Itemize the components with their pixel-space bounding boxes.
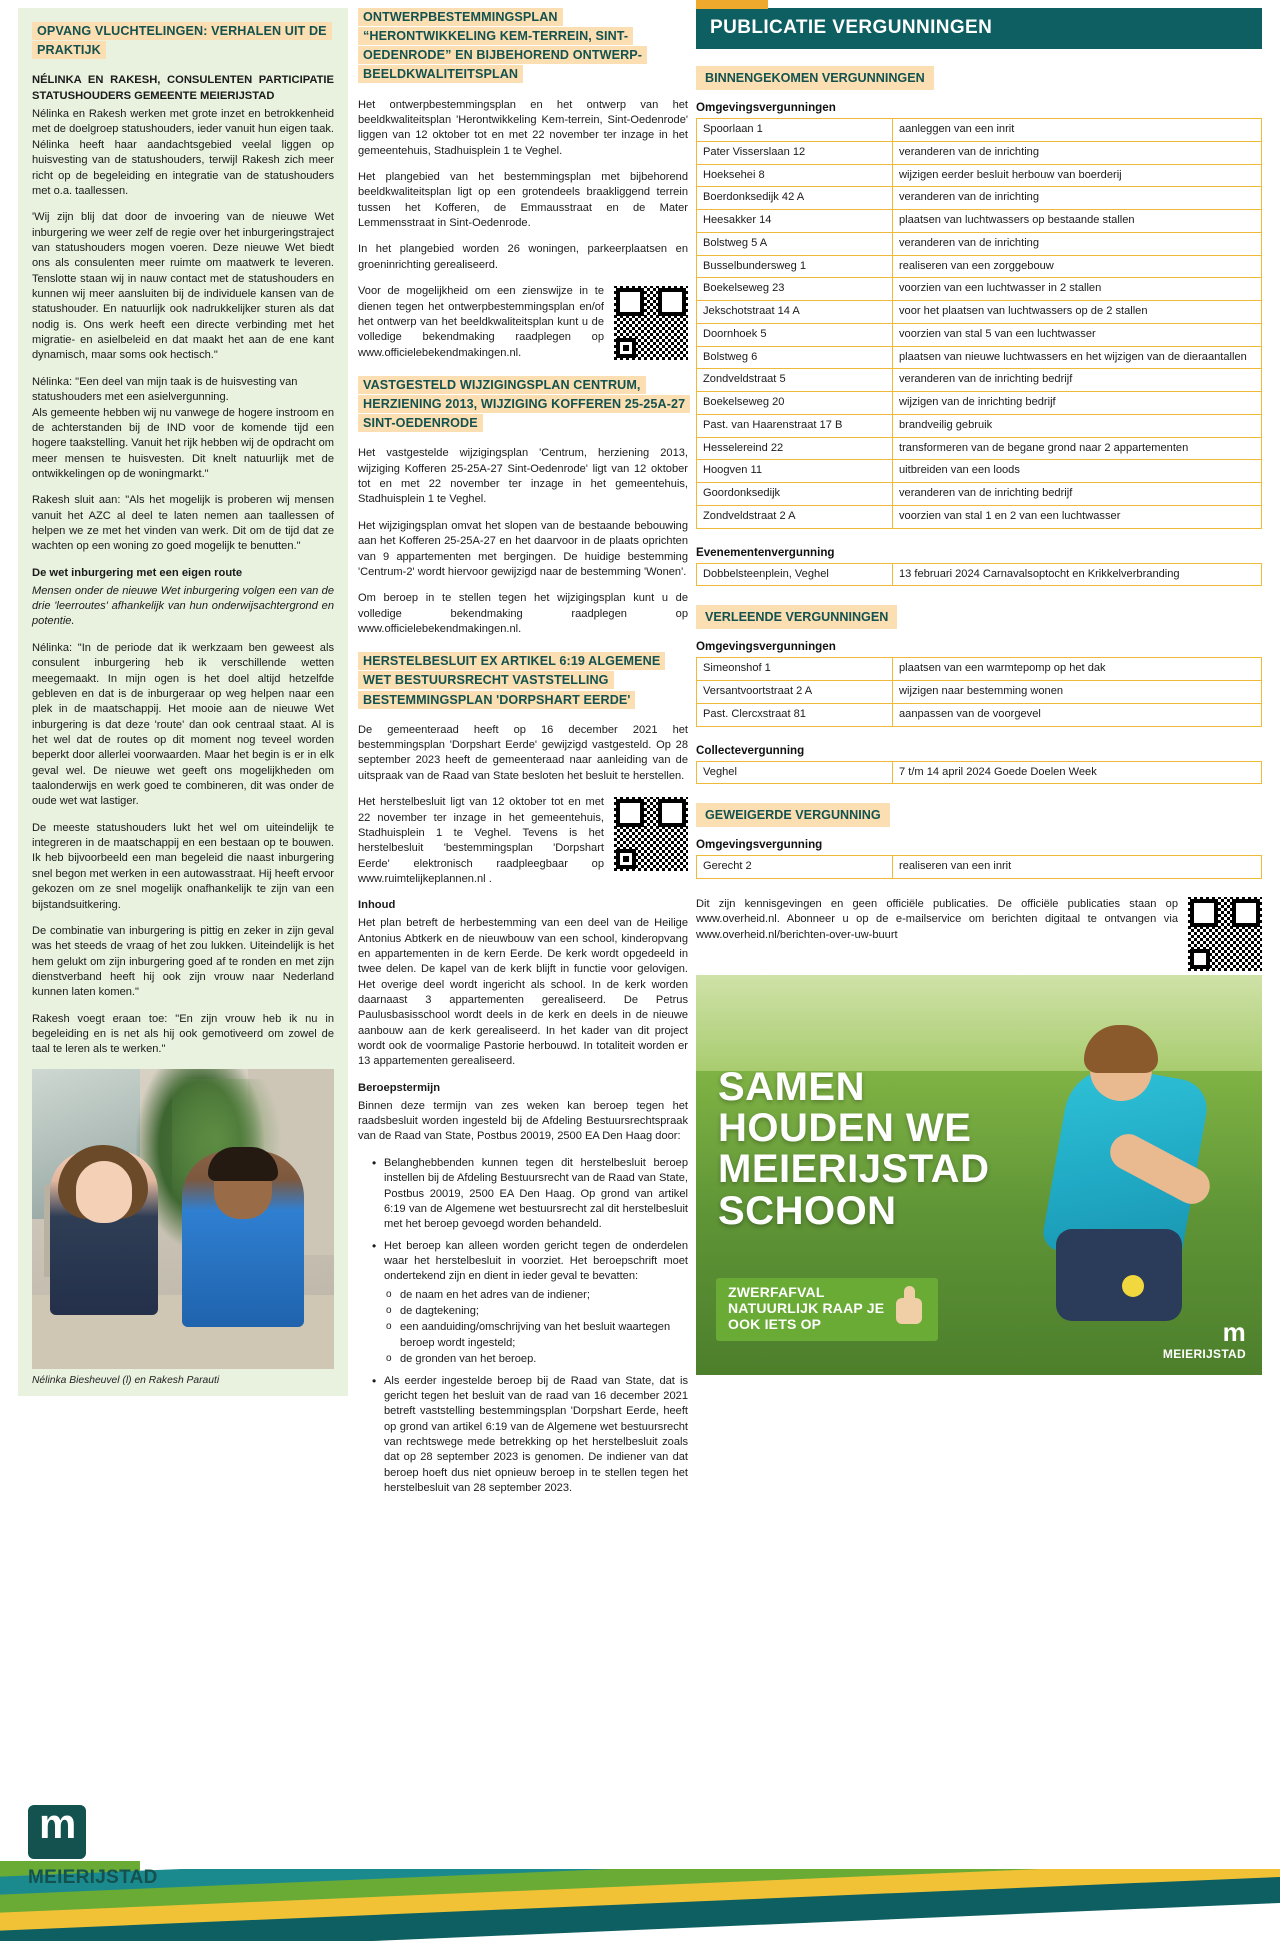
beroep-subbullet-list — [384, 1288, 688, 1368]
permit-description: plaatsen van luchtwassers op bestaande stallen — [893, 210, 1262, 233]
promo-line-3: MEIERIJSTAD — [718, 1147, 990, 1192]
table-row — [697, 460, 1262, 483]
permit-description: plaatsen van een warmtepomp op het dak — [893, 658, 1262, 681]
permit-description: wijzigen van de inrichting bedrijf — [893, 392, 1262, 415]
mid-h1-paragraph-4: Voor de mogelijkheid om een zienswijze in te dienen tegen het ontwerpbestemmingsplan en/of het ontwerp van het beeldkwaliteitsplan kunt u de volledige bekendmaking raadplegen op www.officielebekendmakingen.nl. — [358, 285, 604, 359]
table-refused — [696, 855, 1262, 879]
permit-description: wijzigen naar bestemming wonen — [893, 681, 1262, 704]
permit-address: Hoeksehei 8 — [697, 164, 893, 187]
table-evenementen-body — [697, 563, 1262, 586]
promo-badge-line-2: NATUURLIJK RAAP JE — [728, 1300, 885, 1317]
permit-address: Bolstweg 6 — [697, 346, 893, 369]
permit-address: Heesakker 14 — [697, 210, 893, 233]
table-row — [697, 346, 1262, 369]
table-incoming-body — [697, 119, 1262, 529]
table-row — [697, 414, 1262, 437]
section-geweigerde: GEWEIGERDE VERGUNNING — [696, 803, 890, 827]
left-heading-wrap — [32, 22, 334, 60]
table-row — [697, 141, 1262, 164]
group-collectevergunning: Collectevergunning — [696, 743, 805, 757]
left-paragraph-9: Rakesh voegt eraan toe: "En zijn vrouw heb ik nu in begeleiding en is net als hij ook gemotiveerd om zowel de taal te leren als te werken." — [32, 1012, 334, 1056]
left-paragraph-6: Nélinka: "In de periode dat ik werkzaam ben geweest als consulent inburgering heb ik verschillende wetten meegemaakt. In mijn ogen is het doel altijd hetzelfde gebleven en dat is de inburgeraar op weg helpen naar een plek in de maatschappij. Het mooie aan de nieuwe Wet inburgering is dat deze 'route' dan ook centraal staat. Al is het wel dat de routes op dit moment nog teveel worden beperkt door allerlei voorwaarden. Maar het begin is er in elk geval wel. De nieuwe wet geeft ons mogelijkheden om taalonderwijs en werk goed te combineren, dit was onder de oude wet wat lastiger. — [32, 641, 334, 808]
publicatie-title: PUBLICATIE VERGUNNINGEN — [710, 17, 993, 38]
group-omgevingsvergunning-refused: Omgevingsvergunning — [696, 838, 823, 852]
permit-description: aanpassen van de voorgevel — [893, 703, 1262, 726]
beroep-subbullet-2: o de dagtekening; — [384, 1304, 688, 1319]
table-evenementen — [696, 563, 1262, 587]
permit-address: Bolstweg 5 A — [697, 232, 893, 255]
mid-heading-3: HERSTELBESLUIT EX ARTIKEL 6:19 ALGEMENE WET BESTUURSRECHT VASTSTELLING BESTEMMINGSPLAN 'DORPSHART EERDE' — [358, 652, 665, 708]
permit-description: voor het plaatsen van luchtwassers op de 2 stallen — [893, 301, 1262, 324]
beroep-bullet-list — [358, 1156, 688, 1497]
table-row — [697, 187, 1262, 210]
right-column — [696, 8, 1262, 1375]
promo-person — [998, 1001, 1248, 1301]
table-row — [697, 164, 1262, 187]
mid-h2-paragraph-2: Het wijzigingsplan omvat het slopen van de bestaande bebouwing aan het Kofferen 25-25A-27 en het daarvoor in de plaats oprichten van 9 appartementen met bergingen. De huidige bestemming 'Centrum-2' wordt hiervoor gewijzigd naar de bestemming 'Wonen'. — [358, 519, 688, 578]
left-subheading-2: De wet inburgering met een eigen route — [32, 566, 243, 579]
beroep-subbullet-4: o de gronden van het beroep. — [384, 1352, 688, 1367]
permit-address: Zondveldstraat 5 — [697, 369, 893, 392]
promo-line-1: SAMEN — [718, 1065, 865, 1109]
beroep-bullet-2-text: Het beroep kan alleen worden gericht tegen de onderdelen waar het herstelbesluit in voorziet. Het beroepschrift moet ondertekend zijn en dient in ieder geval te bevatten: — [384, 1239, 688, 1283]
left-subheading: NÉLINKA EN RAKESH, CONSULENTEN PARTICIPATIE STATUSHOUDERS GEMEENTE MEIERIJSTAD — [32, 74, 334, 103]
table-row — [697, 703, 1262, 726]
promo-flower-icon — [1122, 1275, 1144, 1297]
permit-description: plaatsen van nieuwe luchtwassers en het wijzigen van de dieraantallen — [893, 346, 1262, 369]
permit-description: veranderen van de inrichting — [893, 187, 1262, 210]
beroep-subbullet-3: o een aanduiding/omschrijving van het besluit waartegen beroep wordt ingesteld; — [384, 1320, 688, 1351]
qr-code-overheid[interactable] — [1188, 897, 1262, 971]
permit-address: Spoorlaan 1 — [697, 119, 893, 142]
promo-logo-mark: m — [1222, 1317, 1246, 1347]
permit-address: Dobbelsteenplein, Veghel — [697, 563, 893, 586]
permit-address: Jekschotstraat 14 A — [697, 301, 893, 324]
table-row — [697, 658, 1262, 681]
permit-address: Gerecht 2 — [697, 856, 893, 879]
spacer-2 — [696, 729, 1262, 744]
permit-address: Versantvoortstraat 2 A — [697, 681, 893, 704]
left-column — [18, 8, 348, 1396]
mid-sub-inhoud: Inhoud — [358, 899, 396, 912]
qr-code-herstelbesluit[interactable] — [614, 797, 688, 871]
permit-address: Hesselereind 22 — [697, 437, 893, 460]
permit-description: voorzien van stal 1 en 2 van een luchtwasser — [893, 505, 1262, 528]
permit-description: veranderen van de inrichting bedrijf — [893, 483, 1262, 506]
table-incoming-permits — [696, 118, 1262, 529]
photo-person-right-hair — [208, 1147, 278, 1181]
mid-h2-paragraph-1: Het vastgestelde wijzigingsplan 'Centrum, herziening 2013, wijziging Kofferen 25-25A-27 Sint-Oedenrode' ligt van 12 oktober tot en met 22 november ter inzage in het gemeentehuis, Stadhuisplein 1 te Veghel. — [358, 447, 688, 506]
publicatie-vergunningen-bar — [696, 8, 1262, 49]
table-row — [697, 255, 1262, 278]
left-paragraph-3a: Nélinka: "Een deel van mijn taak is de huisvesting van statushouders met een asielvergunning. — [32, 375, 298, 404]
left-paragraph-7: De meeste statushouders lukt het wel om uiteindelijk te integreren in de maatschappij en een bestaan op te bouwen. Ik heb bijvoorbeeld een man begeleid die naast inburgering snel begon met werken in een autowasstraat. Hij heeft ervoor gekozen om ze snel mogelijk onafhankelijk te zijn van een bijstandsuitkering. — [32, 821, 334, 911]
table-row — [697, 761, 1262, 784]
mid-h3-paragraph-1: De gemeenteraad heeft op 16 december 2021 het bestemmingsplan 'Dorpshart Eerde' gewijzigd vastgesteld. Op 28 september 2023 heeft de gemeenteraad naar aanleiding van de uitspraak van de Raad van State besloten het besluit te herstellen. — [358, 723, 688, 782]
permit-description: realiseren van een inrit — [893, 856, 1262, 879]
table-row — [697, 278, 1262, 301]
table-row — [697, 232, 1262, 255]
footer-logo — [28, 1805, 158, 1889]
thumbs-up-icon — [892, 1286, 926, 1326]
permit-address: Zondveldstraat 2 A — [697, 505, 893, 528]
footer-stripes — [0, 1869, 1280, 1941]
page-footer — [0, 1761, 1280, 1941]
mid-h1-paragraph-2: Het plangebied van het bestemmingsplan met bijbehorend beeldkwaliteitsplan ligt op een grotendeels braakliggend terrein tussen het Kofferen, de Emmausstraat en de Mater Lemmensstraat in Sint-Oedenrode. — [358, 171, 688, 230]
table-granted-permits — [696, 657, 1262, 726]
permit-description: realiseren van een zorggebouw — [893, 255, 1262, 278]
permit-description: uitbreiden van een loods — [893, 460, 1262, 483]
promo-banner-schoon — [696, 975, 1262, 1375]
permit-description: voorzien van een luchtwasser in 2 stallen — [893, 278, 1262, 301]
group-omgevingsvergunningen-granted: Omgevingsvergunningen — [696, 640, 836, 654]
beroep-bullet-1: • Belanghebbenden kunnen tegen dit herstelbesluit beroep instellen bij de Afdeling Bestuursrecht van de Raad van State, Postbus 20019, 2500 EA Den Haag. Op grond van artikel 6:19 van de Algemene wet bestuursrecht zal dit herstelbesluit met het beroep gevoegd worden behandeld. — [372, 1156, 688, 1233]
beroep-subbullet-1: o de naam en het adres van de indiener; — [384, 1288, 688, 1303]
mid-h3-paragraph-2: Het herstelbesluit ligt van 12 oktober tot en met 22 november ter inzage in het gemeentehuis, Stadhuisplein 1 te Veghel. Tevens is het herstelbesluit 'bestemmingsplan 'Dorpshart Eerde' elektronisch raadpleegbaar op www.ruimtelijkeplannen.nl . — [358, 796, 604, 885]
mid-h1-paragraph-3: In het plangebied worden 26 woningen, parkeerplaatsen en groeninrichting gerealiseerd. — [358, 243, 688, 271]
permit-address: Past. van Haarenstraat 17 B — [697, 414, 893, 437]
table-row — [697, 483, 1262, 506]
left-paragraph-4: Rakesh sluit aan: "Als het mogelijk is proberen wij mensen vanuit het AZC al deel te laten nemen aan taallessen of helpen we ze met het vinden van werk. Dit om de tijd dat ze wachten op een woning zo goed mogelijk te benutten." — [32, 494, 334, 553]
mid-heading-1-wrap — [358, 8, 688, 85]
mid-heading-2-wrap — [358, 372, 688, 433]
table-row — [697, 323, 1262, 346]
permit-address: Doornhoek 5 — [697, 323, 893, 346]
left-paragraph-2: 'Wij zijn blij dat door de invoering van de nieuwe Wet inburgering we weer zelf de regie over het inburgeringstraject van statushouders mogen voeren. Deze nieuwe Wet biedt ons als consulenten meer ruimte om maatwerk te leveren. Tenslotte staan wij in nauw contact met de statushouders en kunnen wij meer aansluiten bij de individuele kansen van de statushouder. En natuurlijk ook nadrukkelijker sturen als dat nodig is. Ons werk heeft een directe verbinding met het migratie- en asielbeleid en dat maakt het aan de ene kant dynamisch, maar soms ook hectisch." — [32, 211, 334, 362]
mid-beroep-paragraph: Binnen deze termijn van zes weken kan beroep tegen het raadsbesluit worden ingesteld bij de Afdeling Bestuursrechtspraak van de Raad van State, Postbus 20019, 2500 EA Den Haag door: — [358, 1099, 688, 1143]
group-omgevingsvergunningen-incoming: Omgevingsvergunningen — [696, 101, 836, 114]
section-binnengekomen: BINNENGEKOMEN VERGUNNINGEN — [696, 66, 934, 90]
permit-address: Boekelseweg 20 — [697, 392, 893, 415]
table-row — [697, 437, 1262, 460]
permit-address: Busselbundersweg 1 — [697, 255, 893, 278]
table-granted-body — [697, 658, 1262, 726]
mid-h1-paragraph-1: Het ontwerpbestemmingsplan en het ontwerp van het beeldkwaliteitsplan 'Herontwikkeling Kem-terrein, Sint-Oedenrode' liggen van 12 oktober tot en met 22 november ter inzage in het gemeentehuis, Stadhuisplein 1 te Veghel. — [358, 98, 688, 157]
kennisgeving-note-wrap — [696, 897, 1262, 943]
middle-column — [358, 8, 688, 1504]
permit-address: Simeonshof 1 — [697, 658, 893, 681]
promo-headline — [718, 1067, 989, 1232]
table-row — [697, 563, 1262, 586]
permit-address: Veghel — [697, 761, 893, 784]
promo-badge-line-1: ZWERFAFVAL — [728, 1284, 825, 1301]
meierijstad-m-icon — [28, 1805, 86, 1859]
qr-code-ontwerpbestemmingsplan[interactable] — [614, 286, 688, 360]
permit-address: Past. Clercxstraat 81 — [697, 703, 893, 726]
left-paragraph-3b: Als gemeente hebben wij nu vanwege de hogere instroom en de achterstanden bij de IND voor de komende tijd een hogere taakstelling. Vanuit het rijk hebben wij de opdracht om meer mensen te huisvesten. Dit knelt natuurlijk met de ontwikkelingen op de woningmarkt." — [32, 406, 334, 480]
mid-sub-beroepstermijn: Beroepstermijn — [358, 1081, 441, 1094]
permit-address: Boekelseweg 23 — [697, 278, 893, 301]
table-row — [697, 210, 1262, 233]
thumbs-up-fist — [896, 1298, 922, 1324]
permit-description: veranderen van de inrichting — [893, 232, 1262, 255]
table-row — [697, 369, 1262, 392]
mid-h2-paragraph-3: Om beroep in te stellen tegen het wijzigingsplan kunt u de volledige bekendmaking raadplegen op www.officielebekendmakingen.nl. — [358, 592, 688, 635]
orange-tab-accent — [696, 0, 768, 9]
promo-person-pants — [1056, 1229, 1182, 1321]
permit-description: veranderen van de inrichting — [893, 141, 1262, 164]
permit-description: 7 t/m 14 april 2024 Goede Doelen Week — [893, 761, 1262, 784]
mid-inhoud-paragraph: Het plan betreft de herbestemming van een deel van de Heilige Antonius Abtkerk en de nieuwbouw van een school, kinderopvang en appartementen in de kern Eerde. De kerk wordt opgedeeld in twee delen. De kapel van de kerk blijft in functie voor gelovigen. Het overige deel wordt ingericht als school. In de kerk worden daarnaast 3 appartementen gerealiseerd. De Petrus Paulusbasisschool wordt deels in de kerk en deels in de nieuwe aanbouw aan de kerk gerealiseerd. In het kader van dit project wordt ook de voormalige Pastorie herbouwd. In totaliteit worden er 13 appartementen gerealiseerd. — [358, 917, 688, 1068]
left-heading: OPVANG VLUCHTELINGEN: VERHALEN UIT DE PRAKTIJK — [32, 22, 332, 59]
permit-description: transformeren van de begane grond naar 2 appartementen — [893, 437, 1262, 460]
promo-logo-text: MEIERIJSTAD — [1162, 1347, 1246, 1361]
left-paragraph-1: Nélinka en Rakesh werken met grote inzet en betrokkenheid met de doelgroep statushouders, ieder vanuit hun eigen taak. Nélinka heeft haar aandachtsgebied veelal liggen op huisvesting van de statushouders, terwijl Rakesh zich meer richt op de begeleiding en integratie van de statushouders met o.a. taallessen. — [32, 108, 334, 197]
photo-nelinka-rakesh — [32, 1069, 334, 1369]
permit-description: brandveilig gebruik — [893, 414, 1262, 437]
table-row — [697, 856, 1262, 879]
refugee-story-panel — [18, 8, 348, 1396]
left-paragraph-5: Mensen onder de nieuwe Wet inburgering volgen een van de drie 'leerroutes' afhankelijk van hun onderwijsachtergrond en potentie. — [32, 584, 334, 628]
promo-line-4: SCHOON — [718, 1188, 897, 1233]
kennisgeving-note: Dit zijn kennisgevingen en geen officiële publicaties. De officiële publicaties staan op www.overheid.nl. Abonneer u op de e-mailservice om berichten digitaal te ontvangen via www.overheid.nl/berichten-over-uw-buurt — [696, 898, 1178, 941]
mid-heading-3-wrap — [358, 648, 688, 709]
table-row — [697, 505, 1262, 528]
table-row — [697, 681, 1262, 704]
promo-logo — [1163, 1319, 1246, 1361]
beroep-bullet-3: • Als eerder ingestelde beroep bij de Raad van State, dat is gericht tegen het besluit van de raad van 16 december 2021 betreft vaststelling bestemmingsplan 'Dorpshart Eerde, heeft op grond van artikel 6:19 van de Algemene wet bestuursrecht van rechtswege mede betrekking op het herstelbesluit zoals dat op 28 september 2023 is genomen. De indiener van dat beroep hoeft dus niet opnieuw beroep in te stellen tegen het herstelbesluit van 28 september 2023. — [372, 1374, 688, 1497]
permit-description: 13 februari 2024 Carnavalsoptocht en Krikkelverbranding — [893, 563, 1262, 586]
permit-address: Pater Visserslaan 12 — [697, 141, 893, 164]
permit-address: Boerdonksedijk 42 A — [697, 187, 893, 210]
table-row — [697, 119, 1262, 142]
table-row — [697, 392, 1262, 415]
group-evenementenvergunning: Evenementenvergunning — [696, 545, 835, 559]
promo-badge — [716, 1278, 938, 1341]
table-row — [697, 301, 1262, 324]
permit-description: aanleggen van een inrit — [893, 119, 1262, 142]
table-collecte — [696, 761, 1262, 785]
section-verleende: VERLEENDE VERGUNNINGEN — [696, 605, 897, 629]
mid-heading-2: VASTGESTELD WIJZIGINGSPLAN CENTRUM, HERZIENING 2013, WIJZIGING KOFFEREN 25-25A-27 SINT-OEDENRODE — [358, 376, 690, 432]
beroep-bullet-2 — [372, 1239, 688, 1368]
permit-address: Goordonksedijk — [697, 483, 893, 506]
mid-heading-1: ONTWERPBESTEMMINGSPLAN “HERONTWIKKELING KEM-TERREIN, SINT-OEDENRODE” EN BIJBEHOREND ONTWERP-BEELDKWALITEITSPLAN — [358, 8, 647, 83]
permit-description: voorzien van stal 5 van een luchtwasser — [893, 323, 1262, 346]
promo-badge-line-3: OOK IETS OP — [728, 1316, 822, 1333]
permit-address: Hoogven 11 — [697, 460, 893, 483]
promo-person-hair — [1084, 1025, 1158, 1073]
spacer-1 — [696, 531, 1262, 546]
table-collecte-body — [697, 761, 1262, 784]
table-refused-body — [697, 856, 1262, 879]
photo-caption: Nélinka Biesheuvel (l) en Rakesh Parauti — [32, 1374, 220, 1386]
permit-description: wijzigen eerder besluit herbouw van boerderij — [893, 164, 1262, 187]
footer-logo-text: MEIERIJSTAD — [28, 1867, 158, 1888]
left-paragraph-8: De combinatie van inburgering is pittig en zeker in zijn geval was het steeds de vraag of het zou lukken. Uiteindelijk is het hem gelukt om zijn inburgering goed af te ronden en met zijn dienstverband heeft hij ook zijn vrouw naar Nederland kunnen laten komen." — [32, 924, 334, 999]
promo-line-2: HOUDEN WE — [718, 1106, 972, 1151]
photo-person-left-face — [76, 1161, 132, 1223]
permit-description: veranderen van de inrichting bedrijf — [893, 369, 1262, 392]
